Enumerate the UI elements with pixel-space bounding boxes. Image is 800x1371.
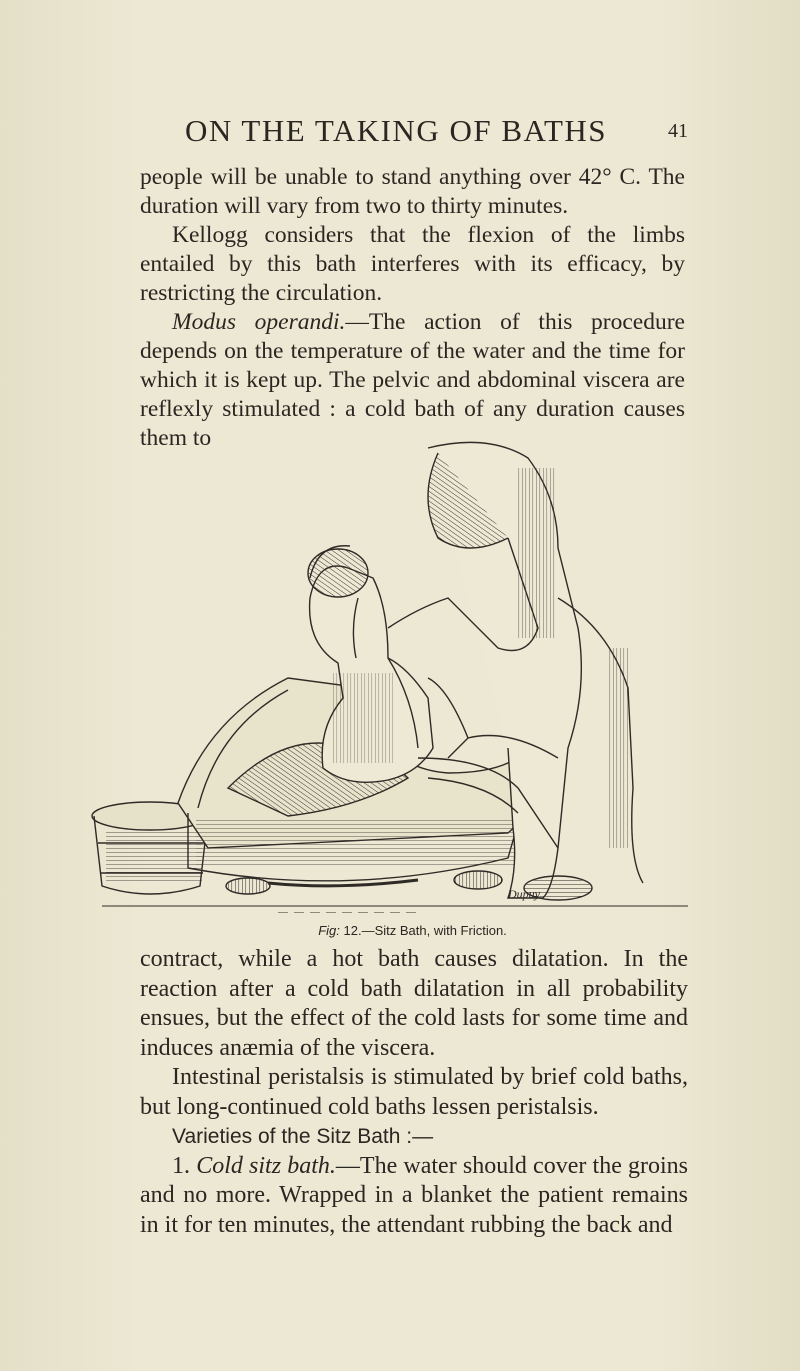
figure-caption [140,923,685,938]
sitz-bath-illustration [88,428,728,913]
text-block-top [140,163,685,453]
paragraph: contract, while a hot bath causes dilatation. In the reaction after a cold bath dilatation in all probability ensues, but the effect of the cold lasts for some time and induces anæmia of the viscera. [140,946,688,1061]
running-head: ON THE TAKING OF BATHS [184,113,608,148]
paragraph: Kellogg considers that the flexion of the limbs entailed by this bath interferes with its efficacy, by restricting the circulation. [140,222,685,306]
paragraph-heading: Cold sitz bath. [196,1152,336,1179]
paragraph-body: —The action of this procedure depends on the temperature of the water and the time for which it is kept up. The pelvic and abdominal viscera are reflexly stimulated : a cold bath of any duration causes them to [140,309,685,451]
paragraph-heading: Modus operandi. [172,309,346,335]
figure-caption-text: 12.—Sitz Bath, with Friction. [343,923,507,938]
paragraph: people will be unable to stand anything over 42° C. The duration will vary from two to thirty minutes. [140,164,685,219]
list-number: 1. [172,1152,190,1179]
figure-label: Fig: [318,923,340,938]
section-heading: Varieties of the Sitz Bath :— [172,1125,434,1148]
paragraph [140,1152,688,1241]
page-number: 41 [668,120,688,142]
paragraph-body: —The water should cover the groins and no more. Wrapped in a blanket the patient remains in it for ten minutes, the attendant rubbing the back and [140,1152,689,1238]
paragraph: Intestinal peristalsis is stimulated by brief cold baths, but long-continued cold baths lessen peristalsis. [140,1064,688,1120]
text-block-bottom [140,945,688,1240]
engraver-signature: Dupuy [508,887,540,901]
